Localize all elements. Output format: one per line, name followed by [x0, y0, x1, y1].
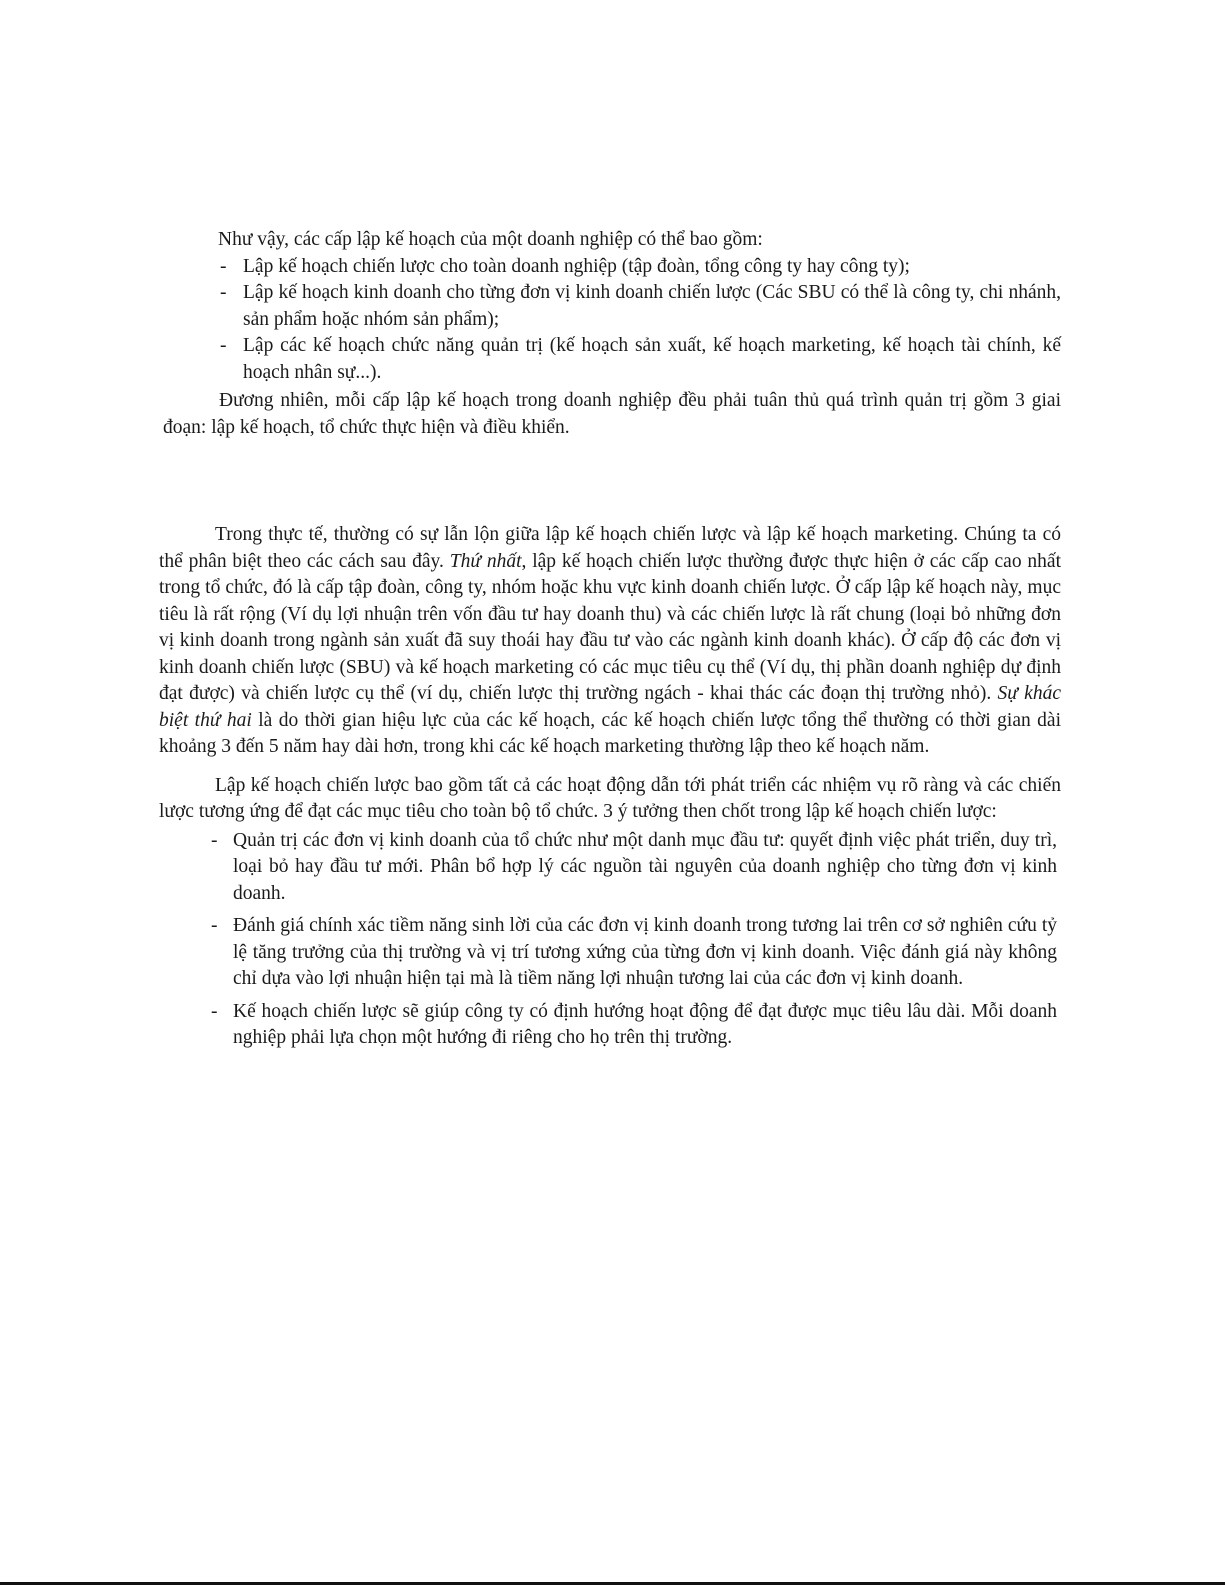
second-point-emphasis: Sự khác biệt thứ hai [159, 683, 1061, 731]
section-planning-levels [163, 227, 1061, 441]
list-item: - Lập kế hoạch chiến lược cho toàn doanh nghiệp (tập đoàn, tổng công ty hay công ty); [218, 254, 1061, 281]
comparison-paragraph [159, 522, 1061, 761]
list-item: - Lập các kế hoạch chức năng quản trị (kế hoạch sản xuất, kế hoạch marketing, kế hoạch tài chính, kế hoạch nhân sự...). [218, 333, 1061, 386]
first-point-emphasis: Thứ nhất [449, 550, 522, 572]
list-item: - Đánh giá chính xác tiềm năng sinh lời của các đơn vị kinh doanh trong tương lai trên cơ sở nghiên cứu tỷ lệ tăng trưởng của thị trường và vị trí tương xứng của từng đơn vị kinh doanh. Việc đánh giá này không chỉ dựa vào lợi nhuận hiện tại mà là tiềm năng lợi nhuận tương lai của các đơn vị kinh doanh. [209, 913, 1057, 993]
key-ideas-list [209, 828, 1057, 1052]
comparison-text-1: Trong thực tế, thường có sự lẫn lộn giữa lập kế hoạch chiến lược và lập kế hoạch marketing. Chúng ta có thể phân biệt theo các cách sau đây. [159, 524, 1061, 572]
comparison-text-2: , lập kế hoạch chiến lược thường được thực hiện ở các cấp cao nhất trong tổ chức, đó là cấp tập đoàn, công ty, nhóm hoặc khu vực kinh doanh chiến lược. Ở cấp lập kế hoạch này, mục tiêu là rất rộng (Ví dụ lợi nhuận trên vốn đầu tư hay doanh thu) và các chiến lược là rất chung (loại bỏ những đơn vị kinh doanh trong ngành sản xuất đã suy thoái hay đầu tư vào các ngành kinh doanh khác). Ở cấp độ các đơn vị kinh doanh chiến lược (SBU) và kế hoạch marketing có các mục tiêu cụ thể (Ví dụ, thị phần doanh nghiệp dự định đạt được) và chiến lược cụ thể (ví dụ, chiến lược thị trường ngách - khai thác các đoạn thị trường nhỏ). [159, 550, 1061, 704]
strategic-planning-paragraph: Lập kế hoạch chiến lược bao gồm tất cả các hoạt động dẫn tới phát triển các nhiệm vụ rõ ràng và các chiến lược tương ứng để đạt các mục tiêu cho toàn bộ tổ chức. 3 ý tưởng then chốt trong lập kế hoạch chiến lược: [159, 774, 1061, 822]
list-item: - Kế hoạch chiến lược sẽ giúp công ty có định hướng hoạt động để đạt được mục tiêu lâu dài. Mỗi doanh nghiệp phải lựa chọn một hướng đi riêng cho họ trên thị trường. [209, 999, 1057, 1052]
planning-levels-list [218, 254, 1061, 387]
closing-paragraph: Đương nhiên, mỗi cấp lập kế hoạch trong doanh nghiệp đều phải tuân thủ quá trình quản trị gồm 3 giai đoạn: lập kế hoạch, tổ chức thực hiện và điều khiển. [163, 390, 1061, 438]
comparison-text-3: là do thời gian hiệu lực của các kế hoạch, các kế hoạch chiến lược tổng thể thường có thời gian dài khoảng 3 đến 5 năm hay dài hơn, trong khi các kế hoạch marketing thường lập theo kế hoạch năm. [159, 709, 1061, 757]
intro-paragraph: Như vậy, các cấp lập kế hoạch của một doanh nghiệp có thể bao gồm: [218, 229, 763, 250]
list-item: - Quản trị các đơn vị kinh doanh của tổ chức như một danh mục đầu tư: quyết định việc phát triển, duy trì, loại bỏ hay đầu tư mới. Phân bổ hợp lý các nguồn tài nguyên của doanh nghiệp cho từng đơn vị kinh doanh. [209, 828, 1057, 908]
section-strategic-vs-marketing [159, 522, 1061, 1058]
list-item: - Lập kế hoạch kinh doanh cho từng đơn vị kinh doanh chiến lược (Các SBU có thể là công ty, chi nhánh, sản phẩm hoặc nhóm sản phẩm); [218, 280, 1061, 333]
